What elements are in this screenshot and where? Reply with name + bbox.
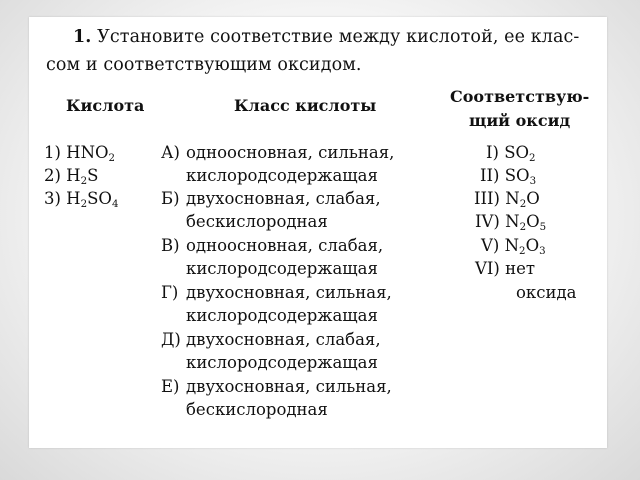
- class-line: двухосновная, сильная,: [186, 377, 392, 396]
- oxide-item: V) $N_2O_3$: [481, 236, 546, 257]
- header-acid: Кислота: [66, 96, 145, 115]
- class-letter: Е): [161, 377, 180, 396]
- class-letter: А): [161, 143, 180, 162]
- acid-item: 2) $H_2S$: [44, 166, 99, 187]
- class-line: кислородсодержащая: [186, 306, 378, 325]
- class-line: двухосновная, слабая,: [186, 189, 381, 208]
- acid-item: 3) $H_2SO_4$: [44, 189, 119, 210]
- class-line: одноосновная, сильная,: [186, 143, 395, 162]
- oxide-item: VI) нет: [475, 259, 536, 278]
- question-number: 1.: [73, 27, 92, 47]
- header-oxide-line-2: щий оксид: [469, 111, 571, 130]
- class-line: одноосновная, слабая,: [186, 236, 384, 255]
- class-line: двухосновная, сильная,: [186, 283, 392, 302]
- class-line: бескислородная: [186, 400, 328, 419]
- task-sheet: [29, 17, 607, 448]
- oxide-item: I) $SO_2$: [486, 143, 536, 164]
- oxide-item: IV) $N_2O_5$: [475, 212, 547, 233]
- header-oxide-line-1: Соответствую-: [450, 87, 590, 106]
- question-line-2: сом и соответствующим оксидом.: [46, 55, 362, 75]
- class-letter: Г): [161, 283, 179, 302]
- class-line: бескислородная: [186, 212, 328, 231]
- class-letter: Д): [161, 330, 181, 349]
- question-line-1: [73, 27, 579, 47]
- class-line: двухосновная, слабая,: [186, 330, 381, 349]
- class-line: кислородсодержащая: [186, 353, 378, 372]
- class-letter: Б): [161, 189, 180, 208]
- oxide-note: оксида: [516, 283, 577, 302]
- acid-item: 1) $HNO_2$: [44, 143, 116, 164]
- class-letter: В): [161, 236, 180, 255]
- question-text-1: Установите соответствие между кислотой, ее клас-: [97, 27, 580, 47]
- class-line: кислородсодержащая: [186, 259, 378, 278]
- header-class: Класс кислоты: [234, 96, 377, 115]
- oxide-item: III) $N_2O$: [474, 189, 540, 210]
- oxide-item: II) $SO_3$: [480, 166, 537, 187]
- class-line: кислородсодержащая: [186, 166, 378, 185]
